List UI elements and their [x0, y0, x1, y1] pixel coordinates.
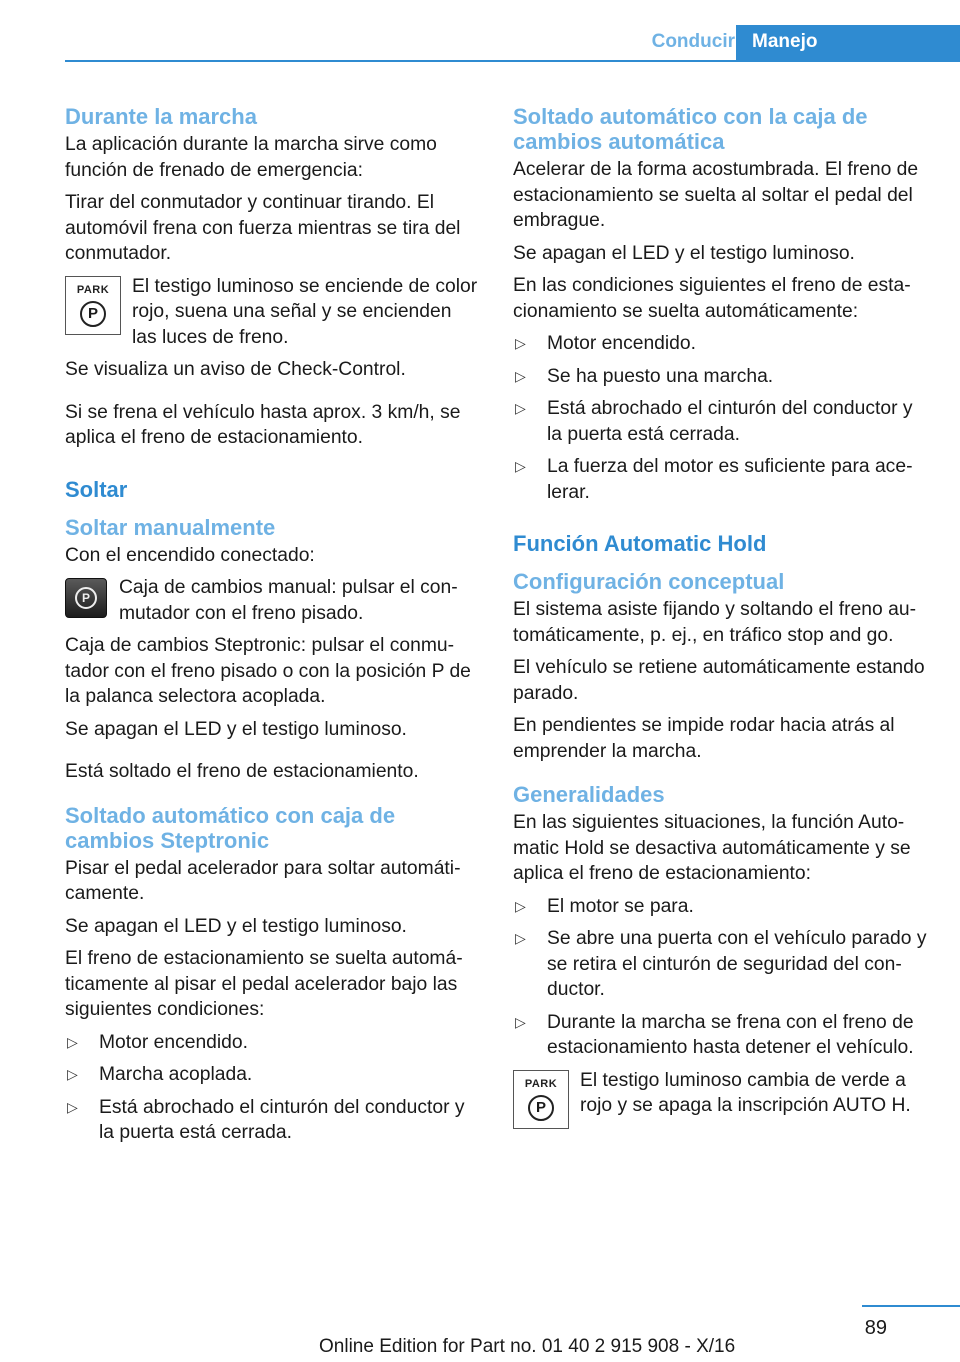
heading-soltar: Soltar [65, 476, 128, 502]
page-header [65, 25, 960, 62]
triangle-bullet-icon: ▷ [515, 335, 526, 351]
triangle-bullet-icon: ▷ [515, 897, 526, 914]
list-item: ▷ Está abrochado el cinturón del conductor y la puerta está cerrada. [67, 1096, 465, 1143]
paragraph: Se visualiza un aviso de Check-Control. [65, 359, 406, 380]
parking-brake-switch-icon [65, 578, 107, 618]
indicator-note-text: El testigo luminoso cambia de verde a rojo y se apaga la inscripción AUTO H. [580, 1069, 911, 1116]
list-item: ▷ Durante la marcha se frena con el freno de estacionamiento hasta detener el vehículo. [515, 1011, 914, 1058]
p-symbol: P [80, 301, 106, 327]
paragraph: El freno de estacionamiento se suelta automáticamente al pisar el pedal acelerador bajo las siguientes condiciones: [65, 948, 463, 1020]
triangle-bullet-icon: ▷ [515, 367, 526, 384]
heading-generalidades: Generalidades [513, 782, 665, 807]
left-column [65, 104, 478, 1153]
triangle-bullet-icon: ▷ [515, 400, 526, 416]
list-item: ▷ Motor encendido. [513, 331, 927, 357]
p-symbol: P [528, 1095, 554, 1121]
list-item: ▷ La fuerza del motor es suficiente para acelerar. [515, 456, 913, 503]
park-brake-warning-icon [65, 276, 121, 335]
triangle-bullet-icon: ▷ [67, 1098, 78, 1115]
heading-soltado-automatico-steptronic: Soltado automático con caja de cambios Steptronic [65, 802, 396, 853]
list-item: ▷ Está abrochado el cinturón del conductor y la puerta está cerrada. [515, 398, 913, 445]
switch-note [65, 575, 478, 626]
right-column [513, 104, 927, 1136]
paragraph: Si se frena el vehículo hasta aprox. 3 km/h, se aplica el freno de estacionamiento. [65, 401, 461, 448]
paragraph: En las siguientes situaciones, la función Automatic Hold se desactiva automáticamente y se aplica el freno de estacionamiento: [513, 812, 911, 884]
indicator-note-text: El testigo luminoso se enciende de color rojo, suena una señal y se encienden las luces de freno. [132, 275, 478, 348]
list-item: ▷ El motor se para. [513, 894, 927, 920]
paragraph: En pendientes se impide rodar hacia atrás al emprender la marcha. [513, 715, 895, 762]
paragraph: Se apagan el LED y el testigo luminoso. [65, 915, 407, 937]
list-item: ▷ Se ha puesto una marcha. [513, 364, 927, 390]
paragraph: Acelerar de la forma acostumbrada. El freno de estacionamiento se suelta al soltar el pedal del embrague. [513, 159, 919, 231]
paragraph: Caja de cambios Steptronic: pulsar el conmutador con el freno pisado o con la posición P de la palanca selectora acoplada. [65, 635, 471, 707]
p-symbol: P [75, 587, 97, 609]
heading-configuracion-conceptual: Configuración conceptual [513, 569, 785, 594]
heading-soltar-manualmente: Soltar manualmente [65, 514, 276, 540]
tab-conducir[interactable]: Conducir [651, 31, 735, 52]
paragraph: Se apagan el LED y el testigo luminoso. [513, 242, 855, 264]
paragraph: Pisar el pedal acelerador para soltar automáticamente. [65, 857, 461, 904]
list-item: ▷ Se abre una puerta con el vehículo parado y se retira el cinturón de seguridad del conductor. [515, 928, 927, 1000]
paragraph: Está soltado el freno de estacionamiento. [65, 761, 419, 782]
paragraph: Con el encendido conectado: [65, 544, 315, 566]
paragraph: El vehículo se retiene automáticamente estando parado. [513, 657, 925, 704]
triangle-bullet-icon: ▷ [515, 458, 526, 474]
indicator-note [65, 274, 478, 351]
list-item: ▷ Marcha acoplada. [65, 1062, 478, 1088]
park-label: PARK [524, 1077, 558, 1090]
edition-note: Online Edition for Part no. 01 40 2 915 908 - X/16 [319, 1336, 736, 1357]
page-number: 89 [864, 1317, 887, 1339]
triangle-bullet-icon: ▷ [67, 1066, 78, 1082]
paragraph: En las condiciones siguientes el freno de estacionamiento se suelta automáticamente: [513, 275, 911, 322]
tab-manejo[interactable]: Manejo [736, 25, 960, 62]
heading-funcion-automatic-hold: Función Automatic Hold [513, 531, 767, 556]
switch-note-text: Caja de cambios manual: pulsar el conmutador con el freno pisado. [119, 577, 458, 624]
park-label: PARK [76, 283, 110, 296]
park-brake-warning-icon [513, 1070, 569, 1129]
paragraph: El sistema asiste fijando y soltando el freno automáticamente, p. ej., en tráfico stop and go. [513, 599, 916, 646]
paragraph: La aplicación durante la marcha sirve como función de frenado de emergencia: [65, 134, 437, 181]
list-item: ▷ Motor encendido. [65, 1030, 478, 1056]
situations-list [513, 894, 927, 1061]
paragraph: Se apagan el LED y el testigo luminoso. [65, 718, 407, 740]
heading-durante-la-marcha: Durante la marcha [65, 104, 257, 129]
conditions-list [65, 1030, 478, 1146]
indicator-note [513, 1068, 927, 1129]
conditions-list [513, 331, 927, 505]
triangle-bullet-icon: ▷ [67, 1033, 78, 1050]
paragraph: Tirar del conmutador y continuar tirando. El automóvil frena con fuerza mientras se tira del conmutador. [65, 192, 461, 264]
triangle-bullet-icon: ▷ [515, 930, 526, 946]
footer-rule [862, 1305, 960, 1307]
triangle-bullet-icon: ▷ [515, 1013, 526, 1030]
heading-soltado-automatico-caja: Soltado automático con la caja de cambios automática [513, 104, 868, 154]
